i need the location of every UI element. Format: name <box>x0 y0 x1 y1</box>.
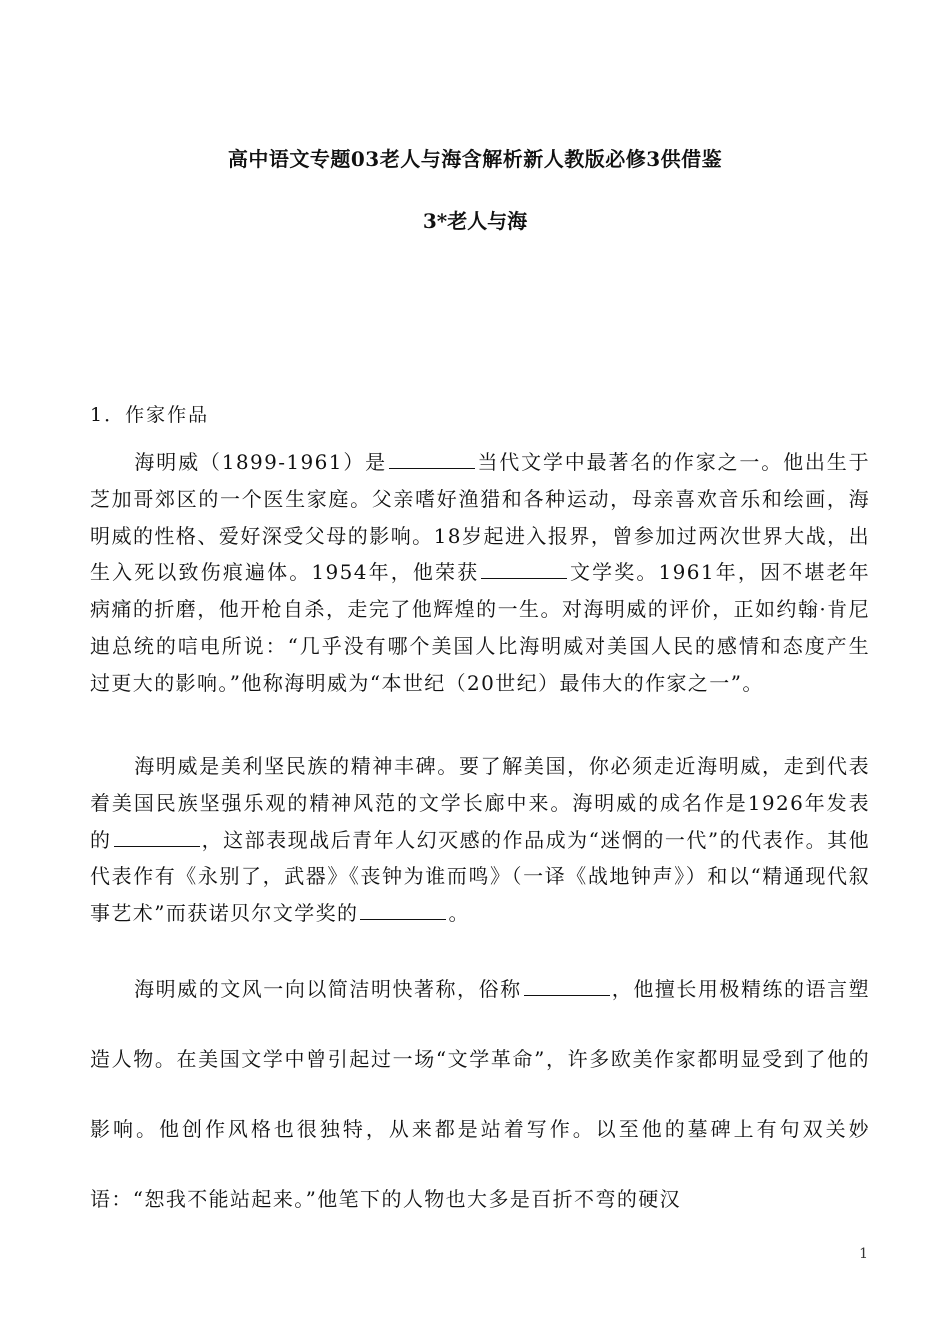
paragraph-text: ，他擅长用极精练的语言塑造人物。在美国文学中曾引起过一场“文学革命”，许多欧美作家都明显受到了他的影响。他创作风格也很独特，从来都是站着写作。以至他的墓碑上有句双关妙语：“恕我不能站起来。”他笔下的人物也大多是百折不弯的硬汉 <box>90 977 870 1211</box>
paragraph-major-works <box>90 748 870 932</box>
paragraph-text: 文学奖。1961年，因不堪老年病痛的折磨，他开枪自杀，走完了他辉煌的一生。对海明威的评价，正如约翰·肯尼迪总统的唁电所说：“几乎没有哪个美国人比海明威对美国人民的感情和态度产生过更大的影响。”他称海明威为“本世纪（20世纪）最伟大的作家之一”。 <box>90 560 871 695</box>
document-subtitle: 3*老人与海 <box>422 209 528 233</box>
page-number: 1 <box>859 1246 868 1262</box>
paragraph-writing-style <box>90 954 870 1234</box>
paragraph-text: 海明威（1899-1961）是 <box>134 450 388 474</box>
fill-in-blank <box>114 828 200 847</box>
paragraph-text: 。 <box>448 901 470 926</box>
fill-in-blank <box>524 977 610 996</box>
section-heading: 1．作家作品 <box>90 404 210 426</box>
paragraph-author-biography <box>90 444 870 702</box>
fill-in-blank <box>481 560 567 579</box>
document-title: 高中语文专题03老人与海含解析新人教版必修3供借鉴 <box>227 147 723 171</box>
paragraph-text: 海明威的文风一向以简洁明快著称，俗称 <box>134 977 522 1001</box>
paragraph-text: 当代文学中最著名的作家之一。他出生于芝加哥郊区的一个医生家庭。父亲嗜好渔猎和各种运动，母亲喜欢音乐和绘画，海明威的性格、爱好深受父母的影响。18岁起进入报界，曾参加过两次世界大战，出生入死以致伤痕遍体。1954年，他荣获 <box>90 450 870 585</box>
paragraph-text: ，这部表现战后青年人幻灭感的作品成为“迷惘的一代”的代表作。其他代表作有《永别了，武器》《丧钟为谁而鸣》（一译《战地钟声》）和以“精通现代叙事艺术”而获诺贝尔文学奖的 <box>90 827 871 926</box>
fill-in-blank <box>360 901 446 920</box>
fill-in-blank <box>389 450 475 469</box>
paragraph-text: 海明威是美利坚民族的精神丰碑。要了解美国，你必须走近海明威，走到代表着美国民族坚强乐观的精神风范的文学长廊中来。海明威的成名作是1926年发表的 <box>90 754 870 852</box>
